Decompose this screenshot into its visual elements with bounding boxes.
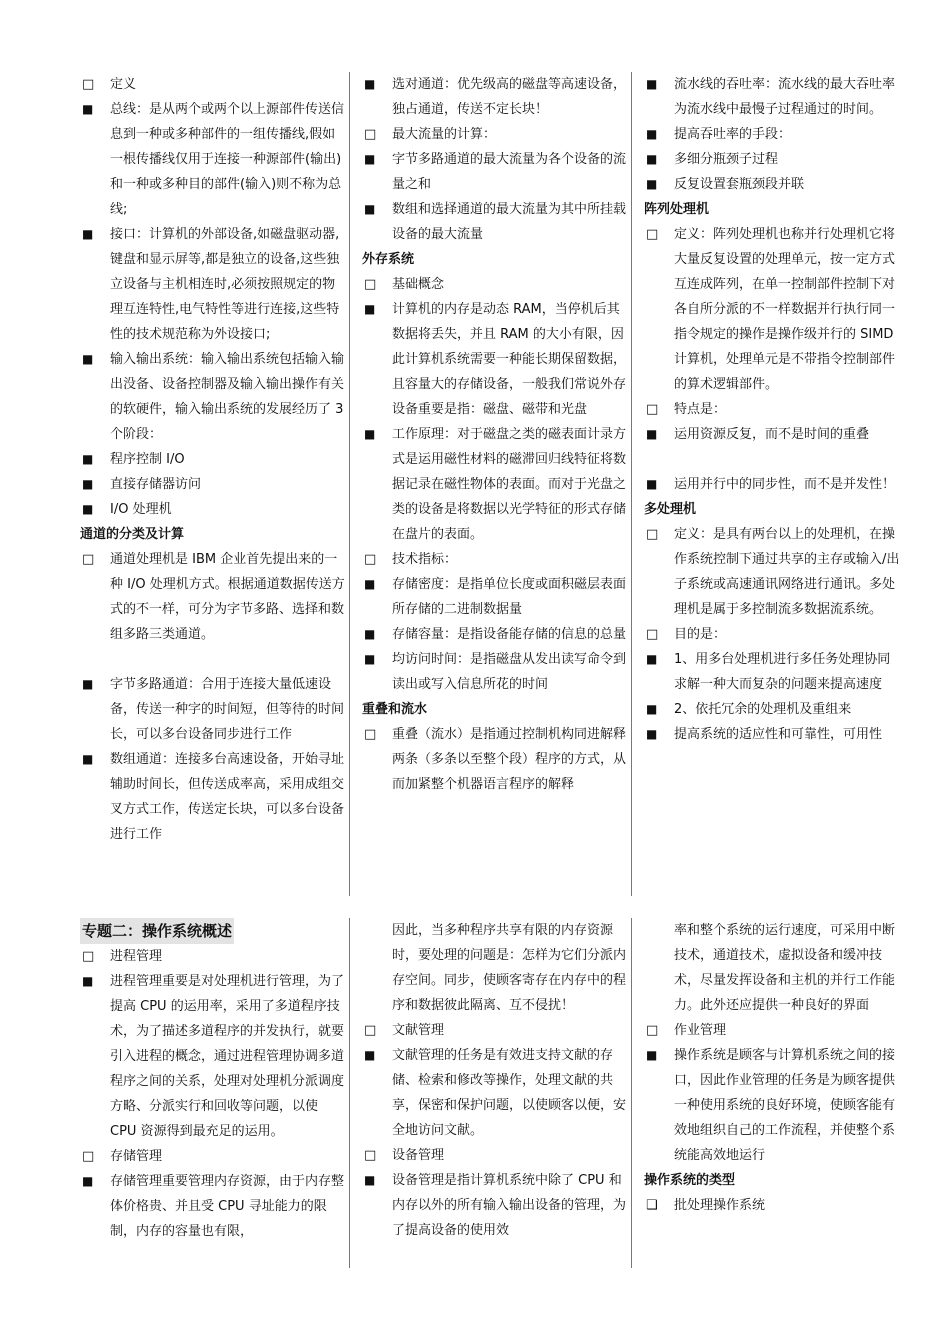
list-item [644, 1043, 900, 1168]
list-item [362, 197, 630, 247]
list-item-text: 数组和选择通道的最大流量为其中所挂载设备的最大流量 [392, 202, 627, 242]
list-item [362, 122, 630, 147]
list-item-text: 1、用多台处理机进行多任务处理协同求解一种大而复杂的问题来提高速度 [674, 652, 891, 692]
list-item-text: 定义：是具有两台以上的处理机，在操作系统控制下通过共享的主存或输入/出子系统或高速通讯网络进行通讯。多处理机是属于多控制流多数据流系统。 [674, 527, 900, 617]
spacer [80, 647, 348, 672]
hollow-square-bullet-icon: □ [646, 402, 659, 417]
filled-square-bullet-icon: ■ [364, 577, 376, 591]
hollow-square-bullet-icon: □ [364, 1023, 377, 1038]
list-item [644, 147, 900, 172]
hollow-square-bullet-icon: □ [82, 77, 95, 92]
list-item-text: 最大流量的计算： [392, 127, 497, 142]
list-item-text: 存储管理重要管理内存资源，由于内存整体价格贵、并且受 CPU 寻址能力的限制，内存的容量也有限， [110, 1174, 345, 1239]
hollow-square-bullet-icon: □ [646, 1023, 659, 1038]
list-item-text: 基础概念 [392, 277, 445, 292]
list-item-text: 批处理操作系统 [674, 1198, 766, 1213]
list-item-text: 定义：阵列处理机也称并行处理机它将大量反复设置的处理单元，按一定方式互连成阵列，在单一控制部件控制下对各自所分派的不一样数据并行执行同一指令规定的操作是操作级并行的 SIMD 计算机，处理单元是不带指令控制部件的算术逻辑部件。 [674, 227, 896, 392]
hollow-square-bullet-icon: □ [364, 277, 377, 292]
list-item [362, 297, 630, 422]
filled-square-bullet-icon: ■ [364, 152, 376, 166]
list-item-text: 操作系统是顾客与计算机系统之间的接口，因此作业管理的任务是为顾客提供一种使用系统的良好环境，使顾客能有效地组织自己的工作流程，并使整个系统能高效地运行 [674, 1048, 896, 1163]
spacer [644, 447, 900, 472]
filled-square-bullet-icon: ■ [646, 127, 658, 141]
list-item [644, 122, 900, 147]
hollow-square-bullet-icon: □ [82, 1149, 95, 1164]
list-item-text: 工作原理：对于磁盘之类的磁表面计录方式是运用磁性材料的磁滞回归线特征将数据记录在磁性物体的表面。而对于光盘之类的设备是将数据以光学特征的形式存储在盘片的表面。 [392, 427, 627, 542]
list-item-text: 作业管理 [674, 1023, 727, 1038]
list-item [80, 447, 348, 472]
list-item-text: 存储密度：是指单位长度或面积磁层表面所存储的二进制数据量 [392, 577, 627, 617]
filled-square-bullet-icon: ■ [646, 427, 658, 441]
list-item [644, 522, 900, 622]
list-item-text: 设备管理 [392, 1148, 445, 1163]
list-item [80, 472, 348, 497]
list-item [362, 1018, 630, 1043]
list-item-text: 接口：计算机的外部设备,如磁盘驱动器,键盘和显示屏等,都是独立的设备,这些独立设备与主机相连时,必须按照规定的物理互连特性,电气特性等进行连接,这些特性的技术规范称为外设接口; [110, 227, 340, 342]
filled-square-bullet-icon: ■ [646, 702, 658, 716]
column-1 [80, 72, 348, 896]
filled-square-bullet-icon: ■ [646, 652, 658, 666]
list-item-text: 进程管理重要是对处理机进行管理，为了提高 CPU 的运用率，采用了多道程序技术，为了描述多道程序的并发执行，就要引入进程的概念，通过进程管理协调多道程序之间的关系，处理对处理机分派调度方略、分派实行和回收等问题，以使 CPU 资源得到最充足的运用。 [110, 974, 345, 1139]
filled-square-bullet-icon: ■ [646, 1048, 658, 1062]
hollow-square-bullet-icon: ❑ [646, 1198, 658, 1213]
list-item-text: 计算机的内存是动态 RAM，当停机后其数据将丢失，并且 RAM 的大小有限，因此计算机系统需要一种能长期保留数据，且容量大的存储设备，一般我们常说外存设备重要是指：磁盘、磁带和光盘 [392, 302, 627, 417]
list-item [644, 697, 900, 722]
filled-square-bullet-icon: ■ [82, 352, 94, 366]
section-heading: 通道的分类及计算 [80, 527, 185, 542]
list-item-text: 提高吞吐率的手段： [674, 127, 792, 142]
list-item [644, 172, 900, 197]
filled-square-bullet-icon: ■ [364, 427, 376, 441]
filled-square-bullet-icon: ■ [646, 152, 658, 166]
list-item [362, 647, 630, 697]
list-item-text: 直接存储器访问 [110, 477, 202, 492]
list-item [80, 1144, 348, 1169]
list-item-text: 输入输出系统：输入输出系统包括输入输出没备、设备控制器及输入输出操作有关的软硬件，输入输出系统的发展经历了 3 个阶段： [110, 352, 345, 442]
column-3 [644, 918, 900, 1268]
list-item [362, 1143, 630, 1168]
list-item-text: 进程管理 [110, 949, 163, 964]
continued-paragraph: 率和整个系统的运行速度，可采用中断技术，通道技术，虚拟设备和缓冲技术，尽量发挥设备和主机的并行工作能力。此外还应提供一种良好的界面 [674, 923, 896, 1013]
list-item-text: 通道处理机是 IBM 企业首先提出来的一种 I/O 处理机方式。根据通道数据传送方式的不一样，可分为字节多路、选择和数组多路三类通道。 [110, 552, 345, 642]
filled-square-bullet-icon: ■ [364, 1048, 376, 1062]
filled-square-bullet-icon: ■ [82, 752, 94, 766]
section-architecture [80, 72, 900, 896]
list-item [644, 722, 900, 747]
list-item-text: 反复设置套瓶颈段并联 [674, 177, 805, 192]
list-item [644, 397, 900, 422]
list-item-text: 选对通道：优先级高的磁盘等高速设备，独占通道，传送不定长块！ [392, 77, 627, 117]
list-item-text: 2、依托冗余的处理机及重组来 [674, 702, 852, 717]
filled-square-bullet-icon: ■ [364, 302, 376, 316]
list-item [644, 422, 900, 447]
list-item-text: I/O 处理机 [110, 502, 172, 517]
filled-square-bullet-icon: ■ [82, 974, 94, 988]
hollow-square-bullet-icon: □ [646, 527, 659, 542]
hollow-square-bullet-icon: □ [364, 1148, 377, 1163]
list-item-text: 运用资源反复，而不是时间的重叠 [674, 427, 870, 442]
list-item-text: 技术指标： [392, 552, 458, 567]
hollow-square-bullet-icon: □ [364, 727, 377, 742]
list-item-text: 文献管理 [392, 1023, 445, 1038]
list-item [362, 72, 630, 122]
filled-square-bullet-icon: ■ [82, 102, 94, 116]
section-heading: 阵列处理机 [644, 202, 710, 217]
hollow-square-bullet-icon: □ [364, 552, 377, 567]
list-item [80, 497, 348, 522]
filled-square-bullet-icon: ■ [82, 502, 94, 516]
list-item-text: 设备管理是指计算机系统中除了 CPU 和内存以外的所有输入输出设备的管理，为了提高设备的使用效 [392, 1173, 627, 1238]
list-item-text: 运用并行中的同步性，而不是并发性！ [674, 477, 896, 492]
list-item-text: 提高系统的适应性和可靠性，可用性 [674, 727, 883, 742]
list-item [80, 547, 348, 647]
list-item [362, 272, 630, 297]
filled-square-bullet-icon: ■ [364, 652, 376, 666]
list-item [80, 747, 348, 847]
list-item [644, 1193, 900, 1218]
section-heading: 重叠和流水 [362, 702, 428, 717]
list-item [80, 969, 348, 1144]
list-item [362, 147, 630, 197]
list-item-text: 目的是： [674, 627, 727, 642]
list-item [80, 672, 348, 747]
chapter-title: 专题二：操作系统概述 [80, 918, 234, 944]
filled-square-bullet-icon: ■ [646, 77, 658, 91]
filled-square-bullet-icon: ■ [364, 202, 376, 216]
filled-square-bullet-icon: ■ [82, 677, 94, 691]
list-item [362, 722, 630, 797]
section-heading: 外存系统 [362, 252, 415, 267]
hollow-square-bullet-icon: □ [364, 127, 377, 142]
list-item [80, 72, 348, 97]
list-item-text: 多细分瓶颈子过程 [674, 152, 779, 167]
list-item-text: 字节多路通道：合用于连接大量低速设备，传送一种字的时间短，但等待的时间长，可以多台设备同步进行工作 [110, 677, 345, 742]
list-item [362, 622, 630, 647]
list-item [80, 347, 348, 447]
list-item [80, 97, 348, 222]
hollow-square-bullet-icon: □ [646, 627, 659, 642]
filled-square-bullet-icon: ■ [82, 1174, 94, 1188]
list-item [80, 1169, 348, 1244]
list-item [362, 1168, 630, 1243]
list-item-text: 重叠（流水）是指通过控制机构同进解释两条（多条以至整个段）程序的方式，从而加紧整个机器语言程序的解释 [392, 727, 627, 792]
list-item [644, 222, 900, 397]
list-item [644, 72, 900, 122]
hollow-square-bullet-icon: □ [82, 949, 95, 964]
list-item [362, 547, 630, 572]
list-item-text: 文献管理的任务是有效进支持文献的存储、检索和修改等操作，处理文献的共享，保密和保护问题，以使顾客以便，安全地访问文献。 [392, 1048, 627, 1138]
list-item [80, 222, 348, 347]
filled-square-bullet-icon: ■ [82, 477, 94, 491]
chapter-title-row [80, 918, 348, 944]
list-item-text: 程序控制 I/O [110, 452, 185, 467]
list-item-text: 定义 [110, 77, 137, 92]
list-item-text: 均访问时间：是指磁盘从发出读写命令到读出或写入信息所花的时间 [392, 652, 627, 692]
hollow-square-bullet-icon: □ [82, 552, 95, 567]
list-item [644, 622, 900, 647]
column-3 [644, 72, 900, 896]
column-2 [362, 72, 630, 896]
section-heading: 多处理机 [644, 502, 697, 517]
list-item-text: 存储容量：是指设备能存储的信息的总量 [392, 627, 627, 642]
continued-paragraph: 因此，当多种程序共享有限的内存资源时，要处理的问题是：怎样为它们分派内存空间。同步，使顾客寄存在内存中的程序和数据彼此隔离、互不侵扰！ [392, 923, 627, 1013]
list-item-text: 特点是： [674, 402, 727, 417]
filled-square-bullet-icon: ■ [82, 227, 94, 241]
hollow-square-bullet-icon: □ [646, 227, 659, 242]
list-item [362, 1043, 630, 1143]
column-2 [362, 918, 630, 1268]
list-item [644, 647, 900, 697]
list-item-text: 数组通道：连接多台高速设备，开始寻址辅助时间长，但传送成率高，采用成组交叉方式工作，传送定长块，可以多台设备进行工作 [110, 752, 345, 842]
list-item-text: 流水线的吞吐率：流水线的最大吞吐率为流水线中最慢子过程通过的时间。 [674, 77, 896, 117]
section-os-overview [80, 918, 900, 1268]
section-heading: 操作系统的类型 [644, 1173, 736, 1188]
filled-square-bullet-icon: ■ [364, 77, 376, 91]
filled-square-bullet-icon: ■ [646, 727, 658, 741]
list-item-text: 存储管理 [110, 1149, 163, 1164]
filled-square-bullet-icon: ■ [364, 627, 376, 641]
list-item [362, 422, 630, 547]
filled-square-bullet-icon: ■ [646, 477, 658, 491]
list-item [362, 572, 630, 622]
list-item [80, 944, 348, 969]
filled-square-bullet-icon: ■ [364, 1173, 376, 1187]
filled-square-bullet-icon: ■ [646, 177, 658, 191]
list-item-text: 总线：是从两个或两个以上源部件传送信息到一种或多种部件的一组传播线,假如一根传播线仅用于连接一种源部件(输出)和一种或多种目的部件(输入)则不称为总线; [110, 102, 345, 217]
list-item [644, 472, 900, 497]
list-item-text: 字节多路通道的最大流量为各个设备的流量之和 [392, 152, 627, 192]
list-item [644, 1018, 900, 1043]
filled-square-bullet-icon: ■ [82, 452, 94, 466]
column-1 [80, 918, 348, 1268]
